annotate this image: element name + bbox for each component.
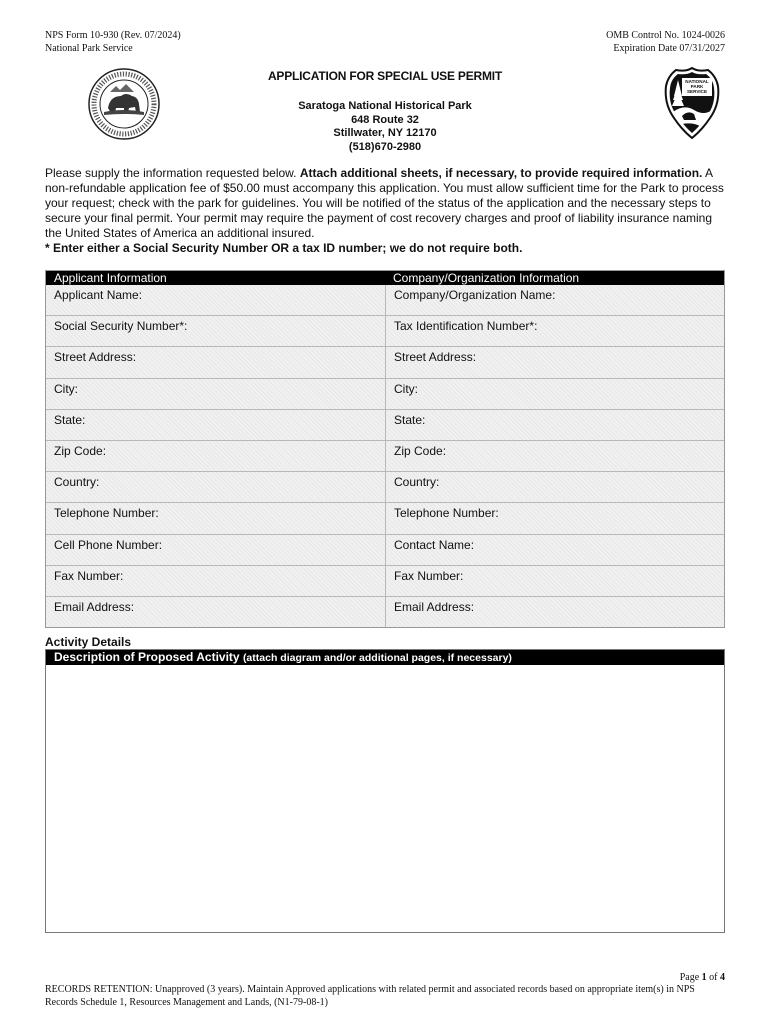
park-address [0, 100, 770, 154]
applicant-field[interactable]: Cell Phone Number: [46, 535, 385, 565]
company-field[interactable]: Fax Number: [385, 566, 724, 596]
company-field[interactable]: Telephone Number: [385, 503, 724, 533]
page-current: 1 [701, 972, 707, 983]
form-number: NPS Form 10-930 (Rev. 07/2024) [45, 30, 181, 41]
company-field[interactable]: Tax Identification Number*: [385, 316, 724, 346]
title-block [0, 69, 770, 154]
applicant-field[interactable]: Zip Code: [46, 441, 385, 471]
activity-description-note: (attach diagram and/or additional pages, if necessary) [242, 652, 512, 664]
logo-text-line-3: SERVICE [686, 89, 708, 94]
applicant-field[interactable]: Street Address: [46, 347, 385, 377]
table-row [46, 378, 724, 409]
table-row [46, 285, 724, 315]
table-row [46, 346, 724, 377]
applicant-field[interactable]: Telephone Number: [46, 503, 385, 533]
company-field[interactable]: Company/Organization Name: [385, 285, 724, 315]
expiration-date: Expiration Date 07/31/2027 [613, 42, 725, 54]
applicant-field[interactable]: Applicant Name: [46, 285, 385, 315]
company-info-header: Company/Organization Information [393, 271, 580, 285]
company-field[interactable]: Zip Code: [385, 441, 724, 471]
company-field[interactable]: City: [385, 379, 724, 409]
table-row [46, 565, 724, 596]
company-field[interactable]: Street Address: [385, 347, 724, 377]
park-street: 648 Route 32 [351, 113, 419, 126]
form-header-left [45, 30, 181, 55]
intro-text-2: A non-refundable application fee of $50.00 must accompany this application. You must allow sufficient time for the Park to process your request; check with the park for guidelines. You will be notified of the status of the application and the necessary steps to secure your final permit. Your permit may require the payment of cost recovery charges and proof of liability insurance naming the United States of America an additional insured. [45, 166, 724, 240]
applicant-field[interactable]: Social Security Number*: [46, 316, 385, 346]
table-row [46, 315, 724, 346]
company-field[interactable]: State: [385, 410, 724, 440]
intro-bold-2: * Enter either a Social Security Number OR a tax ID number; we do not require both. [45, 241, 523, 255]
omb-control-number: OMB Control No. 1024-0026 [606, 30, 725, 41]
activity-description-title: Description of Proposed Activity [54, 650, 240, 664]
form-title: APPLICATION FOR SPECIAL USE PERMIT [267, 69, 503, 83]
logo-text-line-1: NATIONAL [685, 79, 709, 84]
activity-details-label: Activity Details [45, 635, 132, 649]
table-rows [46, 285, 724, 627]
applicant-field[interactable]: City: [46, 379, 385, 409]
page-total: 4 [720, 972, 725, 983]
table-row [46, 534, 724, 565]
applicant-field[interactable]: Email Address: [46, 597, 385, 627]
table-row [46, 409, 724, 440]
activity-description-field[interactable] [46, 665, 724, 933]
page-prefix: Page [679, 972, 702, 983]
applicant-field[interactable]: Fax Number: [46, 566, 385, 596]
form-header-right [606, 30, 725, 55]
instructions-paragraph [45, 166, 725, 256]
company-field[interactable]: Country: [385, 472, 724, 502]
table-row [46, 502, 724, 533]
table-row [46, 440, 724, 471]
records-retention-note: RECORDS RETENTION: Unapproved (3 years). Maintain Approved applications with related permit and associated records based on appropriate item(s) in NPS Records Schedule 1, Resources Management and Lands, (N1-79-08-1) [45, 984, 695, 1008]
intro-text-1: Please supply the information requested below. [45, 166, 297, 180]
logo-text-line-2: PARK [690, 84, 704, 89]
table-header [46, 271, 724, 285]
applicant-info-table [45, 270, 725, 628]
applicant-field[interactable]: State: [46, 410, 385, 440]
agency-name: National Park Service [45, 42, 133, 54]
applicant-field[interactable]: Country: [46, 472, 385, 502]
park-name: Saratoga National Historical Park [298, 100, 472, 112]
company-field[interactable]: Contact Name: [385, 535, 724, 565]
intro-bold-1: Attach additional sheets, if necessary, to provide required information. [299, 166, 703, 180]
park-city-line: Stillwater, NY 12170 [333, 127, 437, 139]
activity-description-box [45, 649, 725, 933]
page-number [680, 972, 725, 983]
page-of: of [706, 972, 720, 983]
activity-description-header [46, 650, 724, 665]
table-row [46, 596, 724, 627]
company-field[interactable]: Email Address: [385, 597, 724, 627]
table-row [46, 471, 724, 502]
applicant-info-header: Applicant Information [54, 271, 167, 285]
park-phone: (518)670-2980 [348, 140, 422, 153]
